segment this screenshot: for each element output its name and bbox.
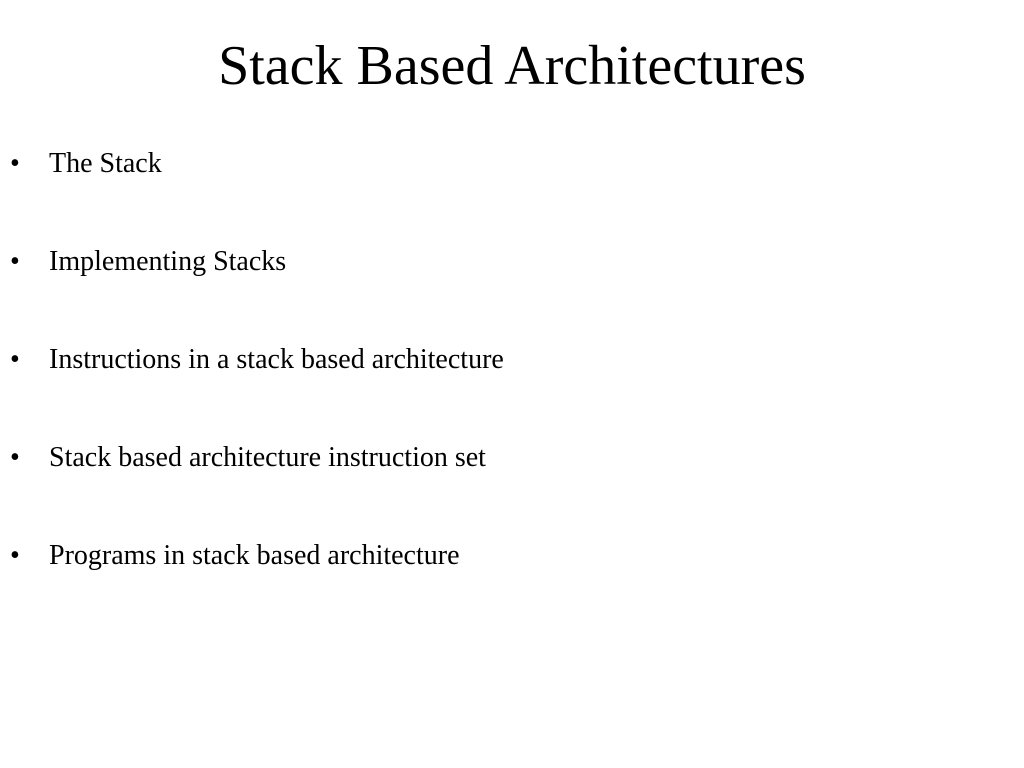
bullet-icon: •: [10, 148, 20, 179]
bullet-icon: •: [10, 246, 20, 277]
bullet-icon: •: [10, 540, 20, 571]
bullet-icon: •: [10, 344, 20, 375]
bullet-text: Programs in stack based architecture: [49, 540, 460, 571]
bullet-text: Stack based architecture instruction set: [49, 442, 486, 473]
bullet-text: The Stack: [49, 148, 162, 179]
list-item: [0, 336, 1000, 434]
list-item: [0, 532, 1000, 630]
slide-title: Stack Based Architectures: [218, 35, 806, 97]
bullet-icon: •: [10, 442, 20, 473]
list-item: [0, 140, 1000, 238]
bullet-text: Implementing Stacks: [49, 246, 287, 277]
bullet-text: Instructions in a stack based architecture: [49, 344, 504, 375]
list-item: [0, 238, 1000, 336]
list-item: [0, 434, 1000, 532]
bullet-list: [0, 140, 1000, 630]
